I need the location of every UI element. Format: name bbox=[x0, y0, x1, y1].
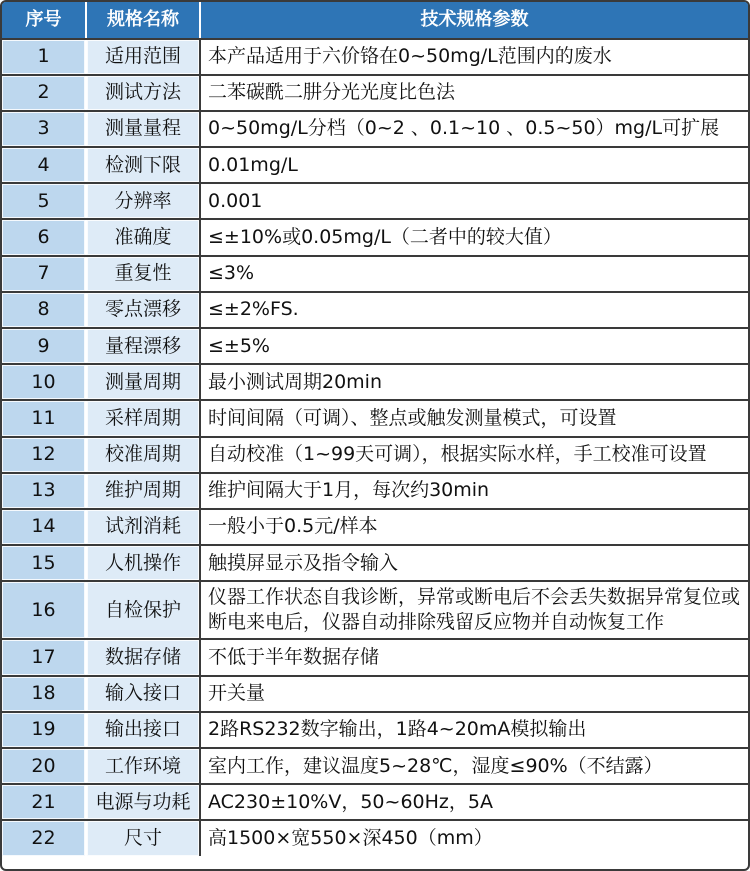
table-row bbox=[2, 711, 748, 747]
row-number-cell: 15 bbox=[2, 546, 87, 580]
spec-value-cell: 高1500×宽550×深450（mm） bbox=[201, 821, 748, 855]
spec-name-cell: 人机操作 bbox=[87, 546, 201, 580]
row-number-cell: 3 bbox=[2, 112, 87, 146]
spec-value-cell: 0.001 bbox=[201, 184, 748, 218]
spec-value-cell: 时间间隔（可调）、整点或触发测量模式，可设置 bbox=[201, 401, 748, 435]
spec-value-cell: 0~50mg/L分档（0~2 、0.1~10 、0.5~50）mg/L可扩展 bbox=[201, 112, 748, 146]
table-row bbox=[2, 544, 748, 580]
table-header-row bbox=[2, 2, 748, 38]
spec-name-cell: 尺寸 bbox=[87, 821, 201, 855]
table-row bbox=[2, 182, 748, 218]
header-cell-name: 规格名称 bbox=[87, 2, 201, 38]
row-number-cell: 9 bbox=[2, 329, 87, 363]
spec-value-cell: 一般小于0.5元/样本 bbox=[201, 510, 748, 544]
spec-value-cell: ≤3% bbox=[201, 257, 748, 291]
spec-name-cell: 分辨率 bbox=[87, 184, 201, 218]
spec-value-cell: 仪器工作状态自我诊断，异常或断电后不会丢失数据异常复位或断电来电后，仪器自动排除残留反应物并自动恢复工作 bbox=[201, 582, 748, 638]
table-row bbox=[2, 580, 748, 638]
table-row bbox=[2, 819, 748, 855]
table-row bbox=[2, 472, 748, 508]
row-number-cell: 19 bbox=[2, 713, 87, 747]
spec-value-cell: AC230±10%V，50~60Hz，5A bbox=[201, 785, 748, 819]
spec-value-cell: 触摸屏显示及指令输入 bbox=[201, 546, 748, 580]
spec-value-cell: 自动校准（1~99天可调），根据实际水样，手工校准可设置 bbox=[201, 438, 748, 472]
row-number-cell: 5 bbox=[2, 184, 87, 218]
spec-value-cell: 0.01mg/L bbox=[201, 148, 748, 182]
table-row bbox=[2, 638, 748, 674]
spec-value-cell: 二苯碳酰二肼分光光度比色法 bbox=[201, 76, 748, 110]
table-row bbox=[2, 146, 748, 182]
table-row bbox=[2, 74, 748, 110]
spec-name-cell: 数据存储 bbox=[87, 640, 201, 674]
row-number-cell: 11 bbox=[2, 401, 87, 435]
spec-value-cell: ≤±10%或0.05mg/L（二者中的较大值） bbox=[201, 220, 748, 254]
spec-name-cell: 量程漂移 bbox=[87, 329, 201, 363]
spec-name-cell: 校准周期 bbox=[87, 438, 201, 472]
row-number-cell: 12 bbox=[2, 438, 87, 472]
table-row bbox=[2, 675, 748, 711]
row-number-cell: 20 bbox=[2, 749, 87, 783]
table-row bbox=[2, 436, 748, 472]
row-number-cell: 10 bbox=[2, 365, 87, 399]
row-number-cell: 1 bbox=[2, 40, 87, 74]
table-row bbox=[2, 399, 748, 435]
table-row bbox=[2, 327, 748, 363]
spec-value-cell: ≤±2%FS. bbox=[201, 293, 748, 327]
row-number-cell: 17 bbox=[2, 640, 87, 674]
table-row bbox=[2, 508, 748, 544]
table-row bbox=[2, 363, 748, 399]
table-row bbox=[2, 218, 748, 254]
spec-name-cell: 维护周期 bbox=[87, 474, 201, 508]
spec-name-cell: 准确度 bbox=[87, 220, 201, 254]
table-row bbox=[2, 291, 748, 327]
table-row bbox=[2, 110, 748, 146]
spec-value-cell: 本产品适用于六价铬在0~50mg/L范围内的废水 bbox=[201, 40, 748, 74]
spec-name-cell: 测试方法 bbox=[87, 76, 201, 110]
spec-value-cell: 2路RS232数字输出，1路4~20mA模拟输出 bbox=[201, 713, 748, 747]
table-row bbox=[2, 255, 748, 291]
spec-name-cell: 检测下限 bbox=[87, 148, 201, 182]
row-number-cell: 2 bbox=[2, 76, 87, 110]
row-number-cell: 22 bbox=[2, 821, 87, 855]
spec-name-cell: 工作环境 bbox=[87, 749, 201, 783]
header-cell-no: 序号 bbox=[2, 2, 87, 38]
spec-name-cell: 输入接口 bbox=[87, 677, 201, 711]
row-number-cell: 18 bbox=[2, 677, 87, 711]
table-row bbox=[2, 747, 748, 783]
spec-value-cell: ≤±5% bbox=[201, 329, 748, 363]
spec-value-cell: 维护间隔大于1月，每次约30min bbox=[201, 474, 748, 508]
spec-name-cell: 自检保护 bbox=[87, 582, 201, 638]
row-number-cell: 16 bbox=[2, 582, 87, 638]
row-number-cell: 7 bbox=[2, 257, 87, 291]
spec-value-cell: 不低于半年数据存储 bbox=[201, 640, 748, 674]
spec-value-cell: 最小测试周期20min bbox=[201, 365, 748, 399]
spec-value-cell: 开关量 bbox=[201, 677, 748, 711]
row-number-cell: 6 bbox=[2, 220, 87, 254]
table-body bbox=[2, 38, 748, 856]
row-number-cell: 14 bbox=[2, 510, 87, 544]
table-row bbox=[2, 38, 748, 74]
spec-name-cell: 适用范围 bbox=[87, 40, 201, 74]
header-cell-params: 技术规格参数 bbox=[201, 2, 748, 38]
spec-name-cell: 采样周期 bbox=[87, 401, 201, 435]
table-row bbox=[2, 783, 748, 819]
spec-value-cell: 室内工作，建议温度5~28℃，湿度≤90%（不结露） bbox=[201, 749, 748, 783]
row-number-cell: 21 bbox=[2, 785, 87, 819]
spec-name-cell: 测量量程 bbox=[87, 112, 201, 146]
row-number-cell: 13 bbox=[2, 474, 87, 508]
spec-name-cell: 电源与功耗 bbox=[87, 785, 201, 819]
row-number-cell: 8 bbox=[2, 293, 87, 327]
spec-name-cell: 输出接口 bbox=[87, 713, 201, 747]
spec-name-cell: 测量周期 bbox=[87, 365, 201, 399]
spec-name-cell: 试剂消耗 bbox=[87, 510, 201, 544]
spec-name-cell: 零点漂移 bbox=[87, 293, 201, 327]
row-number-cell: 4 bbox=[2, 148, 87, 182]
spec-name-cell: 重复性 bbox=[87, 257, 201, 291]
